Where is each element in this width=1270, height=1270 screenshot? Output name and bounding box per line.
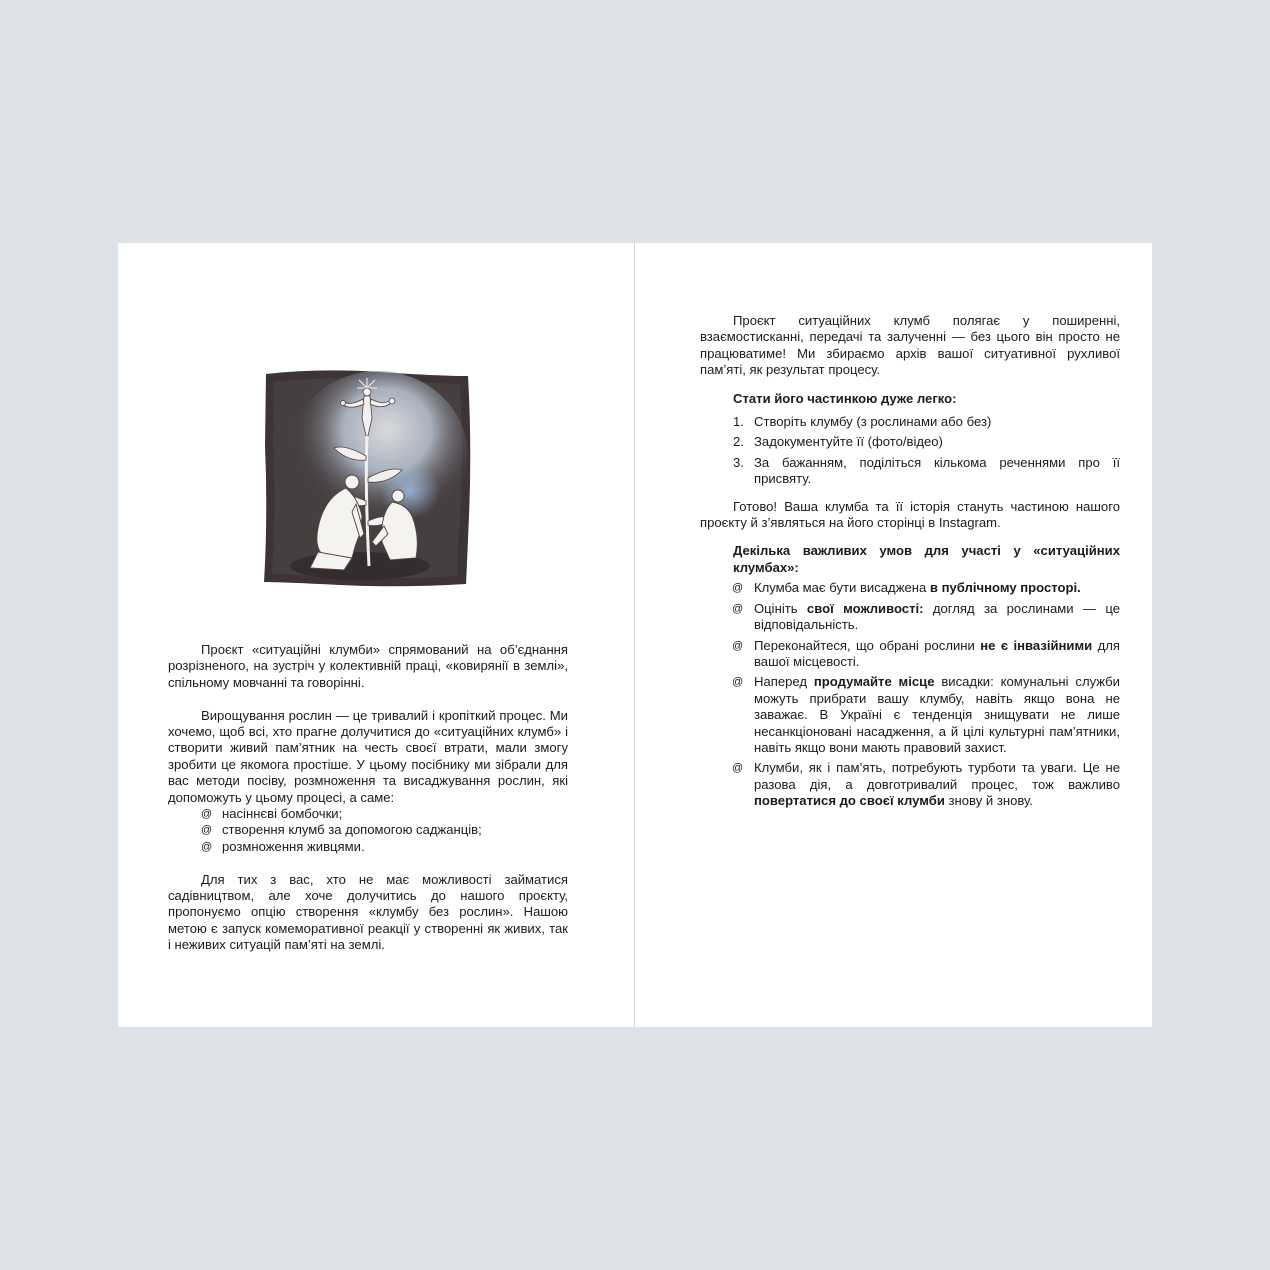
list-item: 2. Задокументуйте її (фото/відео) — [733, 434, 943, 450]
methods-list — [168, 806, 568, 855]
conditions-list — [700, 580, 1120, 809]
paragraph-no-plants: Для тих з вас, хто не має можливості займатися садівництвом, але хоче долучитись до нашого проєкту, пропонуємо опцію створення «клумбу без рослин». Нашою метою є запуск комеморативної реакції у створенні як живих, так і неживих ситуацій пам’яті на землі. — [168, 871, 568, 953]
bullet-icon: @ — [201, 808, 213, 821]
list-item: @ розмноження живцями. — [201, 838, 365, 854]
bullet-icon: @ — [201, 824, 213, 837]
list-item: @ створення клумб за допомогою саджанців; — [201, 822, 482, 838]
list-item: 3. За бажанням, поділіться кількома реченнями про її присвяту. — [733, 454, 1120, 487]
list-item: @ Клумба має бути висаджена в публічному просторі. — [732, 580, 1081, 596]
bullet-icon: @ — [732, 676, 744, 689]
conditions-heading: Декілька важливих умов для участі у «ситуаційних клумбах»: — [733, 543, 1120, 575]
bullet-icon: @ — [732, 602, 744, 615]
list-item: @ насіннєві бомбочки; — [201, 806, 343, 822]
bullet-icon: @ — [732, 582, 744, 595]
right-page-text — [700, 313, 1120, 814]
bullet-icon: @ — [732, 762, 744, 775]
steps-list — [700, 414, 1120, 488]
list-item: @ Клумби, як і пам’ять, потребують турботи та уваги. Це не разова дія, а довготривалий процес, тож важливо повертатися до своєї клумби знову й знову. — [732, 760, 1120, 809]
steps-heading: Стати його частинкою дуже легко: — [733, 390, 957, 406]
paragraph-growing: Вирощування рослин — це тривалий і кропіткий процес. Ми хочемо, щоб всі, хто прагне долучитися до «ситуаційних клумб» і створити живий пам’ятник на честь своєї втрати, мали змогу зробити це якомога простіше. У цьому посібнику ми зібрали для вас методи посіву, розмноження та висаджування рослин, які допоможуть у цьому процесі, а саме: — [168, 707, 568, 805]
list-item: @ Наперед продумайте місце висадки: комунальні служби можуть прибрати вашу клумбу, навіть якщо вона не заважає. В Україні є тенденція знищувати не лише несанкціоновані насадження, а й цілі культурні пам’ятники, навіть якщо вони мають правовий захист. — [732, 674, 1120, 755]
left-page-text — [168, 642, 568, 954]
list-item: @ Переконайтеся, що обрані рослини не є інвазійними для вашої місцевості. — [732, 637, 1121, 669]
bullet-icon: @ — [732, 639, 744, 652]
bullet-icon: @ — [201, 840, 213, 853]
book-spread — [118, 243, 1152, 1027]
left-page — [118, 243, 634, 1027]
list-item: 1. Створіть клумбу (з рослинами або без) — [733, 414, 992, 430]
illustration-two-figures-planting — [260, 366, 474, 590]
list-item: @ Оцініть свої можливості: догляд за рослинами — це відповідальність. — [732, 600, 1120, 633]
paragraph-project-spread: Проєкт ситуаційних клумб полягає у поширенні, взаємостисканні, передачі та залученні — без цього він просто не працюватиме! Ми збираємо архів вашої ситуативної рухливої пам’яті, як результат процесу. — [700, 313, 1120, 378]
right-page — [635, 243, 1152, 1027]
paragraph-intro: Проєкт «ситуаційні клумби» спрямований на об’єднання розрізненого, на зустріч у колективній праці, «ковирянії в землі», спільному мовчанні та говорінні. — [168, 642, 568, 690]
paragraph-done: Готово! Ваша клумба та її історія стануть частиною нашого проєкту й з’являться на його сторінці в Instagram. — [700, 498, 1120, 531]
